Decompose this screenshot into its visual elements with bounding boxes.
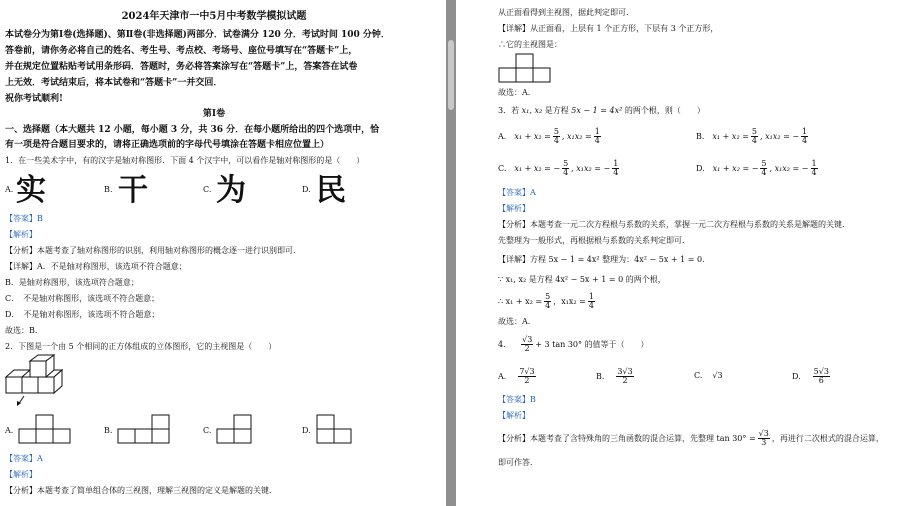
q3-option-c (498, 160, 621, 178)
q3-fenxi-1: 【分析】本题考查一元二次方程根与系数的关系，掌握一元二次方程根与系数的关系是解题的关键． (498, 220, 850, 229)
fraction-numerator: 5 (545, 292, 551, 301)
q2-front-view-figure (498, 53, 554, 83)
fraction-numerator: 5 (761, 159, 767, 168)
q4-fenxi (498, 430, 884, 448)
q3-detail-1: 【详解】方程 5x − 1 = 4x² 整理为：4x² − 5x + 1 = 0． (498, 255, 711, 264)
fraction-denominator: 4 (588, 301, 594, 311)
question-number: 4． (498, 339, 512, 349)
fraction-denominator: 4 (751, 136, 757, 146)
q2-answer: 【答案】A (5, 454, 43, 463)
section-title: 第Ⅰ卷 (202, 109, 226, 119)
q1-option-char-c: 为 (216, 173, 246, 208)
fenxi-text: 【分析】本题考查了含特殊角的三角函数的混合运算，先整理 tan 30° = (498, 433, 756, 443)
option-lhs: x₁ + x₂ = (712, 131, 749, 141)
q1-option-char-b: 干 (118, 173, 148, 208)
intro-line-2: 答卷前，请你务必将自己的姓名、考生号、考点校、考场号、座位号填写在“答题卡”上， (5, 46, 358, 56)
fraction-numerator: 5√3 (813, 367, 829, 376)
fraction-denominator: 3 (761, 438, 767, 448)
fraction-numerator: 5 (751, 127, 757, 136)
fraction-denominator: 4 (811, 168, 817, 178)
q4-option-a (498, 368, 538, 386)
option-sum-fraction (751, 128, 758, 146)
intro-line-4: 上无效．考试结束后，将本试卷和“答题卡”一并交回． (5, 78, 223, 88)
intro-line-3: 并在规定位置粘贴考试用条形码．答题时，务必将答案涂写在“答题卡”上，答案答在试卷 (5, 62, 358, 72)
fraction-numerator: 1 (588, 292, 594, 301)
exam-title: 2024年天津市一中5月中考数学模拟试题 (121, 11, 307, 22)
q2-solid-figure (4, 355, 74, 407)
option-lhs: , x₁x₂ = − (571, 163, 611, 173)
fraction-numerator: 3√3 (617, 367, 633, 376)
option-product-fraction (811, 160, 818, 178)
option-letter: C. (498, 163, 507, 173)
option-letter: D. (696, 163, 705, 173)
stem-text: + 3 tan 30° 的值等于（ ） (535, 339, 649, 349)
option-lhs: x₁ + x₂ = − (712, 163, 759, 173)
q3-option-b (696, 128, 810, 146)
q1-option-letter-c: C. (203, 185, 212, 194)
q1-detail-1: 【详解】A．不是轴对称图形，该选项不符合题意； (5, 262, 187, 271)
right-page (456, 0, 900, 506)
q1-option-char-d: 民 (316, 173, 346, 208)
fraction-numerator: 7√3 (519, 367, 535, 376)
q2-fenxi: 【分析】本题考查了简单组合体的三视图，理解三视图的定义是解题的关键． (5, 486, 277, 495)
intro-line-5: 祝你考试顺利! (5, 94, 63, 104)
option-product-fraction (801, 128, 808, 146)
fraction-numerator: 1 (802, 127, 808, 136)
q2-option-a-figure (18, 414, 72, 444)
q3-conclusion: 故选：A． (498, 317, 536, 326)
q2-option-d-figure (316, 414, 356, 444)
q2-detail-1: 从正面看得到主视图，据此判定即可． (498, 8, 634, 17)
option-lhs: , x₁x₂ = − (760, 131, 800, 141)
option-product-fraction (612, 160, 619, 178)
stem-fraction (521, 336, 533, 354)
q3-detail-3 (498, 293, 597, 311)
option-sum-fraction (562, 160, 569, 178)
q3-stem-vars: x₁, x₂ (521, 106, 543, 115)
q1-conclusion: 故选：B． (5, 326, 43, 335)
detail-product-fraction (588, 293, 595, 311)
fraction-numerator: √3 (522, 335, 533, 344)
q3-stem-num: 3．若 (498, 106, 520, 115)
fraction-denominator: 2 (524, 344, 530, 354)
option-letter: B. (596, 371, 605, 381)
section-instr-2: 有一项是符合题目要求的，请将正确选项前的字母代号填涂在答题卡相应位置上） (5, 140, 330, 150)
fraction-denominator: 4 (594, 136, 600, 146)
option-sum-fraction (760, 160, 767, 178)
detail-text: ∴ x₁ + x₂ = (498, 296, 543, 306)
q2-option-letter-a: A. (5, 426, 14, 435)
q3-stem (498, 107, 705, 115)
fraction-numerator: √3 (758, 429, 769, 438)
q4-stem (498, 336, 649, 354)
option-product-fraction (594, 128, 601, 146)
q1-option-letter-a: A. (5, 185, 14, 194)
option-value: √3 (712, 371, 723, 380)
q4-fenxi-end: 即可作答． (498, 458, 538, 467)
detail-text: ，x₁x₂ = (553, 296, 586, 306)
q4-analysis-label: 【解析】 (498, 411, 530, 420)
fraction-denominator: 4 (761, 168, 767, 178)
q3-detail-2: ∵ x₁, x₂ 是方程 4x² − 5x + 1 = 0 的两个根， (498, 275, 666, 284)
option-lhs: x₁ + x₂ = (514, 131, 551, 141)
fraction-numerator: 1 (594, 127, 600, 136)
fraction-numerator: 5 (553, 127, 559, 136)
option-fraction (518, 368, 535, 386)
fraction-numerator: 1 (613, 159, 619, 168)
q2-option-c-figure (216, 414, 256, 444)
option-fraction (813, 368, 830, 386)
fraction-denominator: 2 (524, 376, 530, 386)
q4-option-b (596, 368, 636, 386)
q3-analysis-label: 【解析】 (498, 204, 530, 213)
q2-detail-2: 【详解】从正面看，上层有 1 个正方形，下层有 3 个正方形， (498, 24, 719, 33)
fraction-denominator: 4 (802, 136, 808, 146)
option-letter: D. (792, 371, 801, 381)
q1-detail-4: D． 不是轴对称图形，该选项不符合题意； (5, 310, 160, 319)
fenxi-fraction (758, 430, 770, 448)
fraction-denominator: 4 (553, 136, 559, 146)
q4-option-d (792, 368, 832, 386)
q1-answer: 【答案】B (5, 214, 43, 223)
q2-option-b-figure (117, 414, 171, 444)
fraction-denominator: 2 (622, 376, 628, 386)
q3-answer: 【答案】A (498, 188, 536, 197)
section-instr-1: 一、选择题（本大题共 12 小题，每小题 3 分，共 36 分．在每小题所给出的四个选项中，恰 (5, 125, 380, 135)
q1-detail-2: B．是轴对称图形，该选项符合题意； (5, 278, 139, 287)
intro-line-1: 本试卷分为第Ⅰ卷(选择题)、第Ⅱ卷(非选择题)两部分．试卷满分 120 分．考试时间 100 分钟． (5, 30, 390, 40)
q4-answer: 【答案】B (498, 395, 536, 404)
q3-stem-end: 的两个根，则（ ） (624, 106, 705, 115)
q2-option-letter-c: C. (203, 426, 212, 435)
q1-option-letter-d: D. (302, 185, 311, 194)
q3-stem-eq: 5x − 1 = 4x² (571, 106, 623, 115)
q2-analysis-label: 【解析】 (5, 470, 37, 479)
q4-option-c (694, 372, 723, 380)
q2-conclusion: 故选：A． (498, 88, 536, 97)
q2-detail-3: ∴它的主视图是： (498, 40, 562, 49)
q1-option-char-a: 实 (16, 173, 46, 208)
fraction-denominator: 4 (563, 168, 569, 178)
option-letter: A. (498, 131, 507, 141)
detail-sum-fraction (544, 293, 551, 311)
q3-fenxi-2: 先整理为一般形式，再根据根与系数的关系判定即可． (498, 236, 690, 245)
q1-option-letter-b: B. (104, 185, 113, 194)
q2-stem: 2．下图是一个由 5 个相同的正方体组成的立体图形，它的主视图是（ ） (5, 342, 277, 351)
left-page (0, 0, 446, 506)
option-letter: A. (498, 371, 507, 381)
fraction-denominator: 6 (818, 376, 824, 386)
option-sum-fraction (553, 128, 560, 146)
fenxi-text: ，再进行二次根式的混合运算， (771, 433, 884, 443)
fraction-denominator: 4 (545, 301, 551, 311)
q3-option-a (498, 128, 603, 146)
fraction-denominator: 4 (613, 168, 619, 178)
q1-detail-3: C． 不是轴对称图形，该选项不符合题意； (5, 294, 160, 303)
q3-option-d (696, 160, 820, 178)
option-lhs: , x₁x₂ = − (769, 163, 809, 173)
q1-stem: 1．在一些美术字中，有的汉字是轴对称图形．下面 4 个汉字中，可以看作是轴对称图形的是（ ） (5, 156, 365, 165)
option-lhs: x₁ + x₂ = − (514, 163, 561, 173)
scrollbar-thumb[interactable] (448, 40, 454, 110)
option-fraction (616, 368, 633, 386)
fraction-numerator: 1 (811, 159, 817, 168)
q2-option-letter-d: D. (302, 426, 311, 435)
q3-stem-mid: 是方程 (544, 106, 569, 115)
option-letter: B. (696, 131, 705, 141)
q1-fenxi: 【分析】本题考查了轴对称图形的识别，利用轴对称图形的概念逐一进行识别即可． (5, 246, 301, 255)
q1-analysis-label: 【解析】 (5, 230, 37, 239)
option-lhs: , x₁x₂ = (561, 131, 592, 141)
q2-option-letter-b: B. (104, 426, 113, 435)
option-letter: C. (694, 371, 703, 380)
fraction-numerator: 5 (563, 159, 569, 168)
